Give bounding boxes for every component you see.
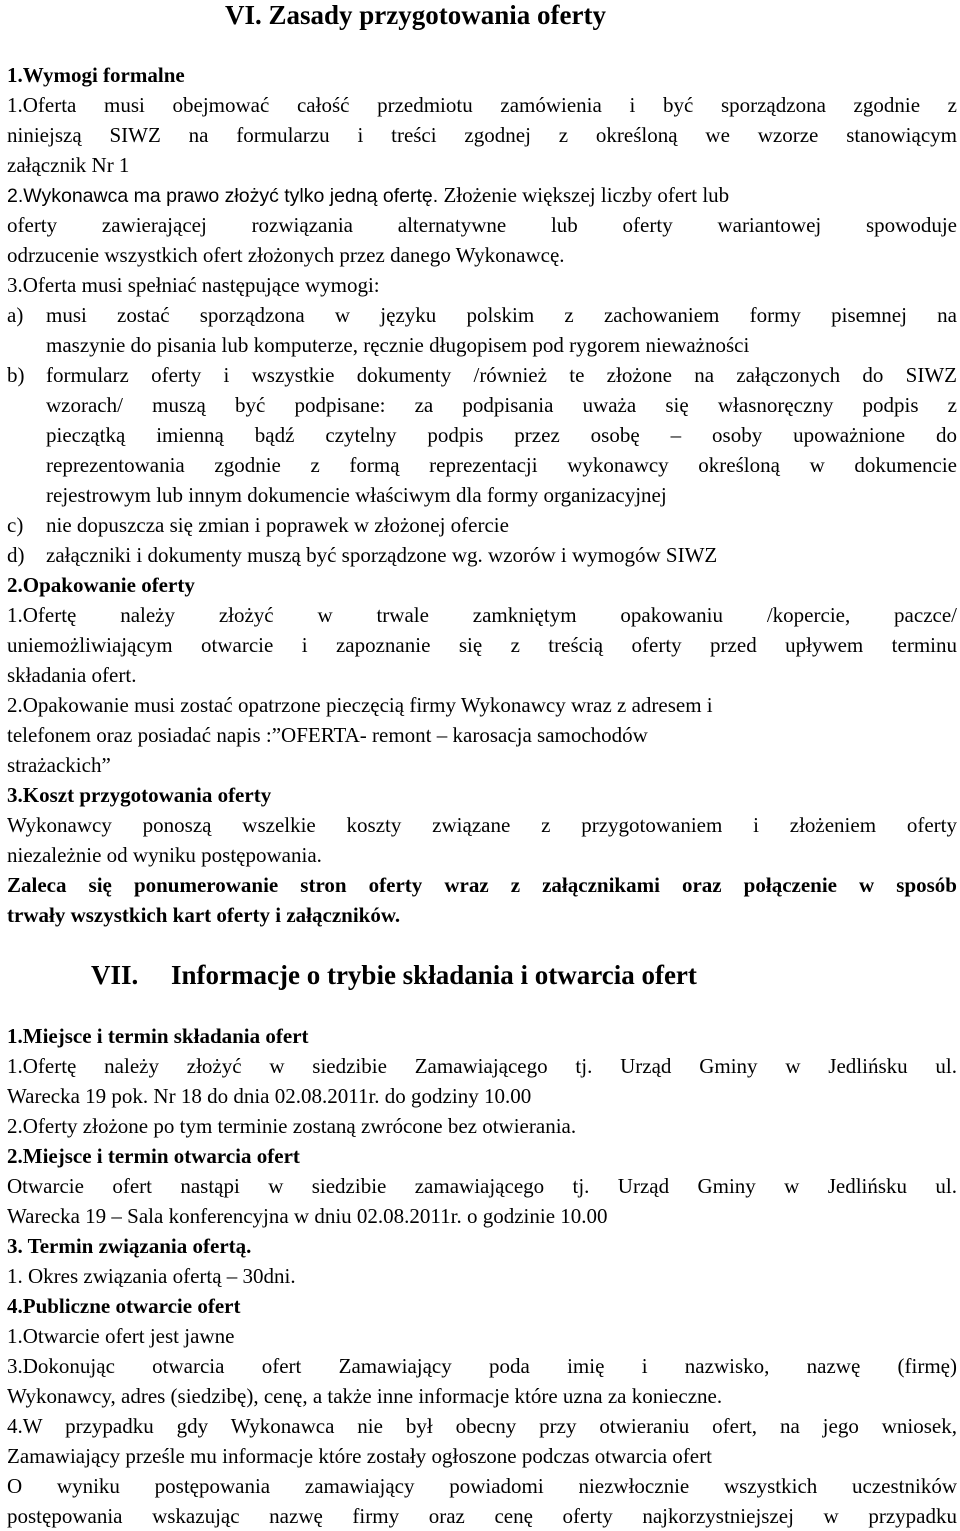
- paragraph-line: Warecka 19 – Sala konferencyjna w dniu 02.08.2011r. o godzinie 10.00: [7, 1204, 608, 1228]
- paragraph-line: 1.Oferta musi obejmować całość przedmiotu zamówienia i być sporządzona zgodnie z: [7, 93, 957, 117]
- paragraph-line: Otwarcie ofert nastąpi w siedzibie zamawiającego tj. Urząd Gminy w Jedlińsku ul.: [7, 1174, 957, 1198]
- paragraph-line: 3.Dokonując otwarcia ofert Zamawiający poda imię i nazwisko, nazwę (firmę): [7, 1354, 957, 1378]
- paragraph-line: 1.Ofertę należy złożyć w siedzibie Zamawiającego tj. Urząd Gminy w Jedlińsku ul.: [7, 1054, 957, 1078]
- recommendation-line: trwały wszystkich kart oferty i załączników.: [7, 903, 401, 927]
- paragraph-line: niniejszą SIWZ na formularzu i treści zgodnej z określoną we wzorze stanowiącym: [7, 123, 957, 147]
- list-label: d): [7, 543, 25, 567]
- submission-heading: 1.Miejsce i termin składania ofert: [7, 1024, 309, 1048]
- binding-term-heading: 3. Termin związania ofertą.: [7, 1234, 252, 1258]
- paragraph-line: 1.Otwarcie ofert jest jawne: [7, 1324, 235, 1348]
- list-item-line: musi zostać sporządzona w języku polskim z zachowaniem formy pisemnej na: [46, 303, 957, 327]
- public-opening-heading: 4.Publiczne otwarcie ofert: [7, 1294, 241, 1318]
- paragraph-line: oferty zawierającej rozwiązania alternatywne lub oferty wariantowej spowoduje: [7, 213, 957, 237]
- requirements-intro: 3.Oferta musi spełniać następujące wymogi:: [7, 273, 380, 297]
- paragraph-line: telefonem oraz posiadać napis :”OFERTA- remont – karosacja samochodów: [7, 723, 648, 747]
- paragraph-line: strażackich”: [7, 753, 111, 777]
- paragraph-line: postępowania wskazując nazwę firmy oraz cenę oferty najkorzystniejszej w przypadku: [7, 1504, 957, 1528]
- paragraph-line: Wykonawcy, adres (siedzibę), cenę, a także inne informacje które uzna za konieczne.: [7, 1384, 723, 1408]
- packaging-heading: 2.Opakowanie oferty: [7, 573, 195, 597]
- opening-heading: 2.Miejsce i termin otwarcia ofert: [7, 1144, 300, 1168]
- recommendation-line: Zaleca się ponumerowanie stron oferty wraz z załącznikami oraz połączenie w sposób: [7, 873, 957, 897]
- list-item-line: formularz oferty i wszystkie dokumenty /również te złożone na załączonych do SIWZ: [46, 363, 957, 387]
- list-item-line: rejestrowym lub innym dokumencie właściwym dla formy organizacyjnej: [46, 483, 667, 507]
- list-item-line: maszynie do pisania lub komputerze, ręcznie długopisem pod rygorem nieważności: [46, 333, 750, 357]
- section-7-title: Informacje o trybie składania i otwarcia ofert: [171, 960, 697, 990]
- paragraph-line: załącznik Nr 1: [7, 153, 130, 177]
- paragraph-line: uniemożliwiającym otwarcie i zapoznanie się z treścią oferty przed upływem terminu: [7, 633, 957, 657]
- list-item-line: reprezentowania zgodnie z formą reprezentacji wykonawcy określoną w dokumencie: [46, 453, 957, 477]
- typewriter-text: 2.Wykonawca ma prawo złożyć tylko jedną ofertę.: [7, 185, 439, 207]
- paragraph-line: Warecka 19 pok. Nr 18 do dnia 02.08.2011r. do godziny 10.00: [7, 1084, 532, 1108]
- serif-text: Złożenie większej liczby ofert lub: [438, 183, 730, 207]
- list-item-line: pieczątką imienną bądź czytelny podpis przez osobę – osoby upoważnione do: [46, 423, 957, 447]
- section-7-number: VII.: [91, 960, 139, 990]
- paragraph-line: Zamawiający prześle mu informacje które zostały ogłoszone podczas otwarcia ofert: [7, 1444, 712, 1468]
- paragraph-line-mixed: [7, 180, 957, 210]
- paragraph-line: 2.Opakowanie musi zostać opatrzone pieczęcią firmy Wykonawcy wraz z adresem i: [7, 693, 713, 717]
- paragraph-line: 2.Oferty złożone po tym terminie zostaną zwrócone bez otwierania.: [7, 1114, 577, 1138]
- section-6-title: VI. Zasady przygotowania oferty: [225, 0, 606, 30]
- list-item-line: wzorach/ muszą być podpisane: za podpisania uważa się własnoręczny podpis z: [46, 393, 957, 417]
- formal-requirements-heading: 1.Wymogi formalne: [7, 63, 185, 87]
- paragraph-line: składania ofert.: [7, 663, 137, 687]
- paragraph-line: Wykonawcy ponoszą wszelkie koszty związane z przygotowaniem i złożeniem oferty: [7, 813, 957, 837]
- list-item-line: nie dopuszcza się zmian i poprawek w złożonej ofercie: [46, 513, 509, 537]
- paragraph-line: odrzucenie wszystkich ofert złożonych przez danego Wykonawcę.: [7, 243, 565, 267]
- cost-heading: 3.Koszt przygotowania oferty: [7, 783, 272, 807]
- paragraph-line: O wyniku postępowania zamawiający powiadomi niezwłocznie wszystkich uczestników: [7, 1474, 957, 1498]
- paragraph-line: 1.Ofertę należy złożyć w trwale zamkniętym opakowaniu /kopercie, paczce/: [7, 603, 957, 627]
- paragraph-line: 1. Okres związania ofertą – 30dni.: [7, 1264, 296, 1288]
- list-label: c): [7, 513, 24, 537]
- list-item-line: załączniki i dokumenty muszą być sporządzone wg. wzorów i wymogów SIWZ: [46, 543, 718, 567]
- list-label: b): [7, 363, 25, 387]
- list-label: a): [7, 303, 24, 327]
- paragraph-line: niezależnie od wyniku postępowania.: [7, 843, 322, 867]
- paragraph-line: 4.W przypadku gdy Wykonawca nie był obecny przy otwieraniu ofert, na jego wniosek,: [7, 1414, 957, 1438]
